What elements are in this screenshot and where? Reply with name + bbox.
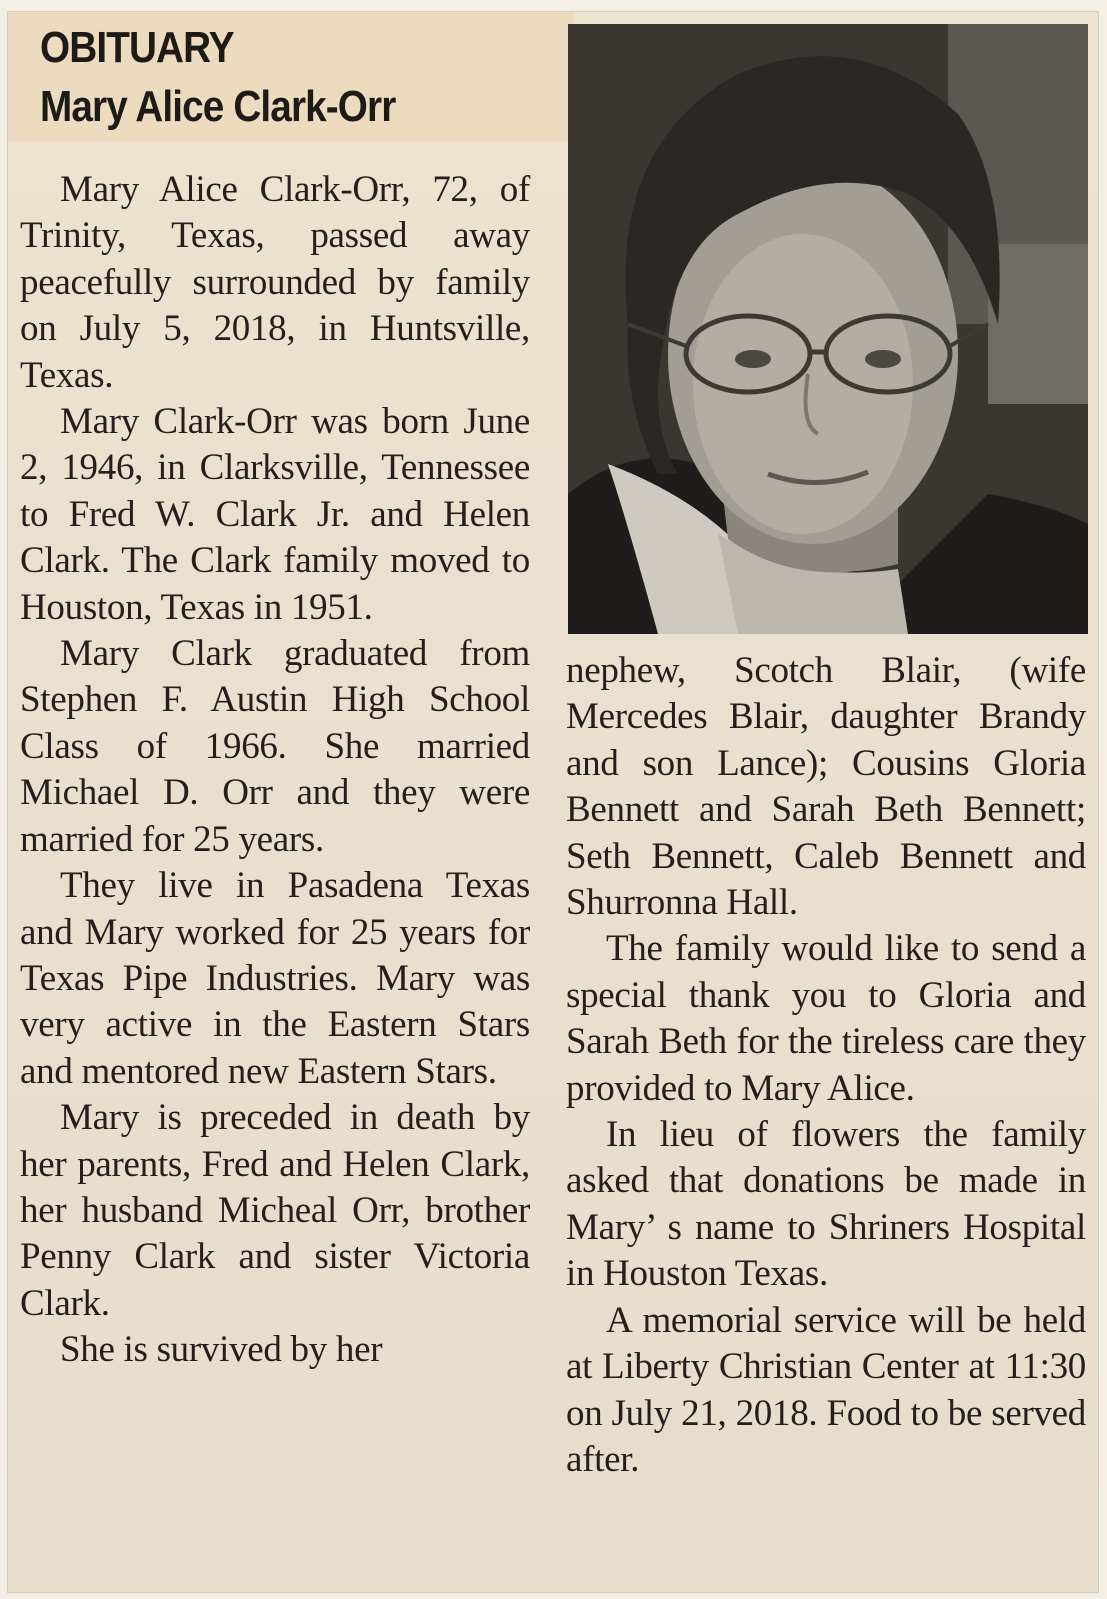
paragraph-donations: In lieu of flowers the family asked that donations be made in Mary’ s name to Shriners Hospital in Houston Texas.: [566, 1114, 1086, 1295]
paragraph-survived-cont: nephew, Scotch Blair, (wife Mercedes Blair, daughter Brandy and son Lance); Cousins Gloria Bennett and Sarah Beth Bennett; Seth Bennett, Caleb Bennett and Shurronna Hall.: [566, 650, 1086, 924]
paragraph-education: Mary Clark graduated from Stephen F. Austin High School Class of 1966. She married Michael D. Orr and they were married for 25 years.: [20, 633, 530, 860]
paragraph-service: A memorial service will be held at Liberty Christian Center at 11:30 on July 21, 2018. Food to be served after.: [566, 1299, 1086, 1480]
section-kicker: OBITUARY: [40, 23, 234, 72]
newspaper-clipping: [8, 12, 1098, 1592]
paragraph-intro: Mary Alice Clark-Orr, 72, of Trinity, Texas, passed away peacefully surrounded by family on July 5, 2018, in Huntsville, Texas.: [20, 169, 530, 396]
obituary-name: Mary Alice Clark-Orr: [40, 82, 396, 131]
paragraph-preceded: Mary is preceded in death by her parents, Fred and Helen Clark, her husband Micheal Orr, brother Penny Clark and sister Victoria Clark.: [20, 1097, 530, 1324]
paragraph-thanks: The family would like to send a special thank you to Gloria and Sarah Beth for the tireless care they provided to Mary Alice.: [566, 928, 1086, 1109]
paragraph-work: They live in Pasadena Texas and Mary worked for 25 years for Texas Pipe Industries. Mary was very active in the Eastern Stars and mentored new Eastern Stars.: [20, 865, 530, 1092]
paragraph-birth: Mary Clark-Orr was born June 2, 1946, in Clarksville, Tennessee to Fred W. Clark Jr. and Helen Clark. The Clark family moved to Houston, Texas in 1951.: [20, 401, 530, 628]
column-right: [566, 648, 1086, 1483]
portrait-photo: [568, 24, 1088, 634]
paragraph-survived-start: She is survived by her: [60, 1329, 383, 1371]
header-box: [8, 12, 574, 142]
column-left: [20, 167, 530, 1374]
portrait-illustration: [568, 24, 1088, 634]
